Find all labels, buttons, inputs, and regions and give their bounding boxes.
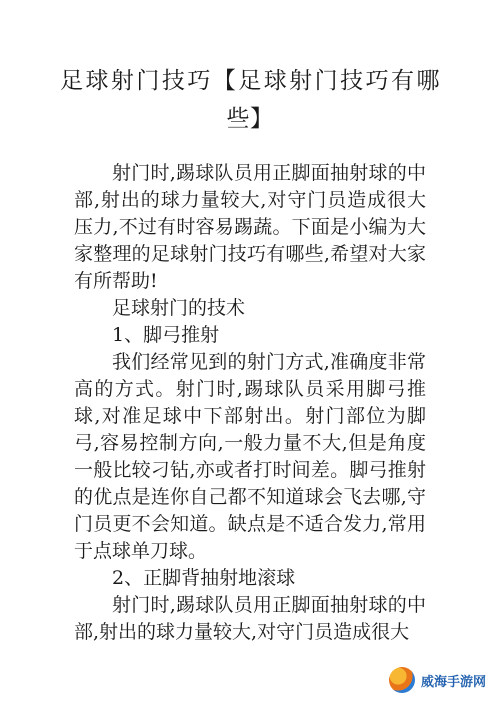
- section-heading: 足球射门的技术: [112, 297, 246, 319]
- item2-paragraph: 射门时,踢球队员用正脚面抽射球的中部,射出的球力量较大,对守门员造成很大: [74, 594, 426, 643]
- item1-paragraph: 我们经常见到的射门方式,准确度非常高的方式。射门时,踢球队员采用脚弓推球,对准足球中下部射出。射门部位为脚弓,容易控制方向,一般力量不大,但是角度一般比较刁钻,亦或者打时间差。脚弓推射的优点是连你自己都不知道球会飞去哪,守门员更不会知道。缺点是不适合发力,常用于点球单刀球。: [74, 351, 426, 562]
- intro-paragraph: 射门时,踢球队员用正脚面抽射球的中部,射出的球力量较大,对守门员造成很大压力,不过有时容易踢蔬。下面是小编为大家整理的足球射门技巧有哪些,希望对大家有所帮助!: [74, 162, 426, 292]
- item1-heading: 1、脚弓推射: [112, 324, 220, 346]
- article-body: [74, 160, 426, 646]
- item2-heading: 2、正脚背抽射地滚球: [112, 567, 296, 589]
- swirl-logo-icon: [389, 667, 415, 693]
- site-watermark: [389, 667, 486, 693]
- page-title: 足球射门技巧【足球射门技巧有哪些】: [60, 68, 440, 132]
- watermark-text: 威海手游网: [420, 674, 486, 690]
